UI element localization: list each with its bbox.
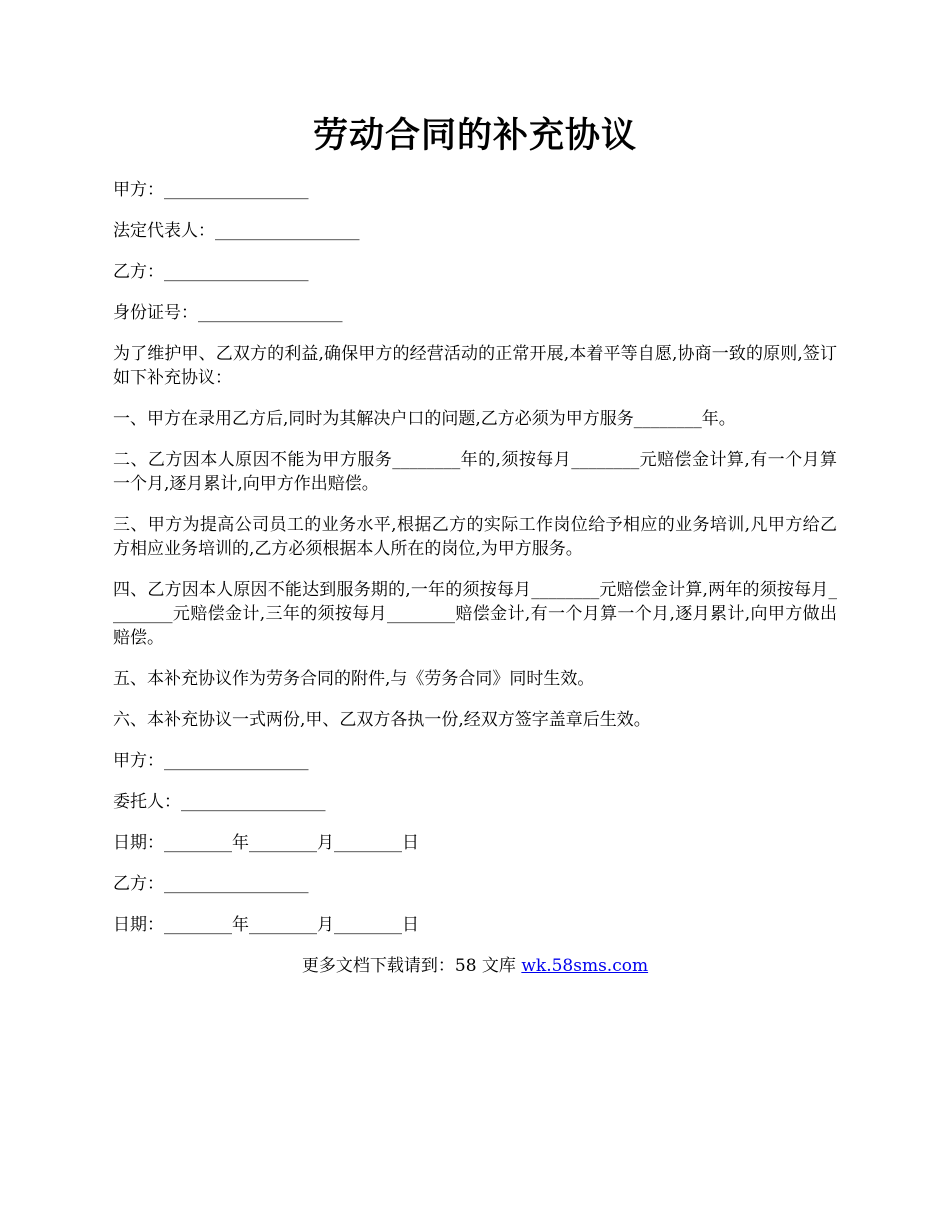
footer-prefix: 更多文档下载请到：58 文库 <box>301 956 522 976</box>
signature-party-a: 甲方：_________________ <box>113 751 309 771</box>
clause-3: 三、甲方为提高公司员工的业务水平,根据乙方的实际工作岗位给予相应的业务培训,凡甲方给乙方相应业务培训的,乙方必须根据本人所在的岗位,为甲方服务。 <box>113 515 837 559</box>
signature-date-b: 日期：________年________月________日 <box>113 915 419 935</box>
document-title: 劳动合同的补充协议 <box>312 115 637 156</box>
signature-date-a: 日期：________年________月________日 <box>113 833 419 853</box>
clause-2: 二、乙方因本人原因不能为甲方服务________年的,须按每月________元赔偿金计算,有一个月算一个月,逐月累计,向甲方作出赔偿。 <box>113 450 837 494</box>
signature-trustee: 委托人：_________________ <box>113 792 326 812</box>
clause-6: 六、本补充协议一式两份,甲、乙双方各执一份,经双方签字盖章后生效。 <box>113 710 651 730</box>
signature-party-b: 乙方：_________________ <box>113 874 309 894</box>
clause-1: 一、甲方在录用乙方后,同时为其解决户口的问题,乙方必须为甲方服务________年。 <box>113 409 736 429</box>
clause-4: 四、乙方因本人原因不能达到服务期的,一年的须按每月________元赔偿金计算,两年的须按每月________元赔偿金计,三年的须按每月________赔偿金计,有一个月算一个月,逐月累计,向甲方做出赔偿。 <box>113 580 837 648</box>
id-number-field: 身份证号：_________________ <box>113 303 343 323</box>
clause-5: 五、本补充协议作为劳务合同的附件,与《劳务合同》同时生效。 <box>113 669 595 689</box>
party-b-field: 乙方：_________________ <box>113 262 309 282</box>
legal-representative-field: 法定代表人：_________________ <box>113 221 360 241</box>
preamble-paragraph: 为了维护甲、乙双方的利益,确保甲方的经营活动的正常开展,本着平等自愿,协商一致的原则,签订如下补充协议： <box>113 344 837 388</box>
download-footer <box>113 954 837 978</box>
document-body <box>113 112 837 978</box>
footer-link[interactable]: wk.58sms.com <box>521 956 649 976</box>
party-a-field: 甲方：_________________ <box>113 180 309 200</box>
